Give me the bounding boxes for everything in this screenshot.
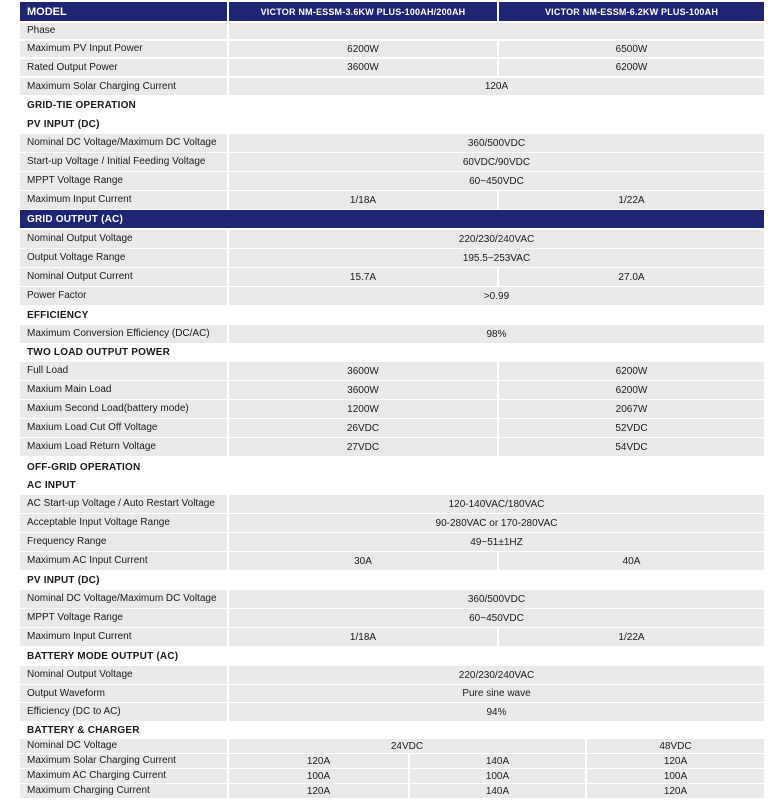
max-solar-charging-row — [20, 78, 764, 95]
row-label: Frequency Range — [20, 533, 227, 551]
output-voltage-range-row — [20, 249, 764, 267]
row-label: Maximum Solar Charging Current — [20, 78, 227, 95]
row-value: 140A — [410, 754, 585, 768]
row-value: 27.0A — [499, 268, 764, 286]
row-value: Pure sine wave — [229, 685, 764, 702]
max-solar-charging-row — [20, 754, 764, 768]
row-value: 27VDC — [229, 438, 497, 456]
row-label: Maximum Conversion Efficiency (DC/AC) — [20, 325, 227, 343]
row-value: 120A — [587, 784, 764, 798]
row-value: 3600W — [229, 381, 497, 399]
ac-startup-voltage-row — [20, 495, 764, 513]
row-value: 120-140VAC/180VAC — [229, 495, 764, 513]
battery-efficiency-row — [20, 703, 764, 721]
row-label: Nominal Output Voltage — [20, 666, 227, 684]
section-title: BATTERY & CHARGER — [20, 722, 764, 738]
output-waveform-row — [20, 685, 764, 702]
row-label: Acceptable Input Voltage Range — [20, 514, 227, 532]
max-main-load-row — [20, 381, 764, 399]
section-title: EFFICIENCY — [20, 306, 764, 324]
full-load-row — [20, 362, 764, 380]
max-input-current-row — [20, 628, 764, 646]
row-label: MPPT Voltage Range — [20, 609, 227, 627]
row-value: 49~51±1HZ — [229, 533, 764, 551]
mppt-range-row — [20, 172, 764, 190]
nominal-dc-voltage-row — [20, 739, 764, 753]
row-value: 54VDC — [499, 438, 764, 456]
row-value: 40A — [499, 552, 764, 570]
row-value: 98% — [229, 325, 764, 343]
row-value: 60~450VDC — [229, 609, 764, 627]
row-label: Nominal DC Voltage — [20, 739, 227, 753]
acceptable-input-range-row — [20, 514, 764, 532]
row-value: 48VDC — [587, 739, 764, 753]
row-value: 360/500VDC — [229, 590, 764, 608]
max-second-load-row — [20, 400, 764, 418]
row-value: 52VDC — [499, 419, 764, 437]
nominal-output-current-row — [20, 268, 764, 286]
row-value: 90-280VAC or 170-280VAC — [229, 514, 764, 532]
row-value: 3600W — [229, 362, 497, 380]
row-value: 3600W — [229, 59, 497, 76]
nominal-dc-voltage-row — [20, 590, 764, 608]
row-value: 220/230/240VAC — [229, 666, 764, 684]
row-label: Maximum Input Current — [20, 191, 227, 209]
row-value: 120A — [587, 754, 764, 768]
row-label: Maximum Charging Current — [20, 784, 227, 798]
row-label: Power Factor — [20, 287, 227, 305]
row-value: 30A — [229, 552, 497, 570]
row-label: Start-up Voltage / Initial Feeding Voltage — [20, 153, 227, 171]
load-cut-off-voltage-row — [20, 419, 764, 437]
row-value: 100A — [587, 769, 764, 783]
row-label: Output Voltage Range — [20, 249, 227, 267]
section-title: BATTERY MODE OUTPUT (AC) — [20, 647, 764, 665]
row-label: Phase — [20, 23, 227, 39]
row-value — [229, 23, 764, 39]
row-label: Maximum Input Current — [20, 628, 227, 646]
row-value: 6200W — [499, 381, 764, 399]
row-label: Nominal DC Voltage/Maximum DC Voltage — [20, 134, 227, 152]
max-charging-current-row — [20, 784, 764, 798]
max-input-current-row — [20, 191, 764, 209]
max-conversion-efficiency-row — [20, 325, 764, 343]
section-title: TWO LOAD OUTPUT POWER — [20, 344, 764, 361]
frequency-range-row — [20, 533, 764, 551]
row-value: 94% — [229, 703, 764, 721]
row-label: Nominal Output Current — [20, 268, 227, 286]
row-label: Full Load — [20, 362, 227, 380]
row-label: Nominal DC Voltage/Maximum DC Voltage — [20, 590, 227, 608]
section-title: OFF-GRID OPERATION — [20, 458, 764, 476]
row-value: 15.7A — [229, 268, 497, 286]
section-title: GRID OUTPUT (AC) — [20, 210, 764, 228]
row-label: MPPT Voltage Range — [20, 172, 227, 190]
row-value: 195.5~253VAC — [229, 249, 764, 267]
section-title: GRID-TIE OPERATION — [20, 96, 764, 114]
row-label: Efficiency (DC to AC) — [20, 703, 227, 721]
row-value: 360/500VDC — [229, 134, 764, 152]
row-value: 60VDC/90VDC — [229, 153, 764, 171]
table-header — [20, 2, 764, 21]
max-ac-input-current-row — [20, 552, 764, 570]
phase-row — [20, 23, 764, 39]
row-value: 120A — [229, 78, 764, 95]
row-value: 1/18A — [229, 628, 497, 646]
row-value: 100A — [410, 769, 585, 783]
max-pv-input-row — [20, 41, 764, 57]
row-label: Maximum Solar Charging Current — [20, 754, 227, 768]
row-value: 6200W — [499, 59, 764, 76]
row-value: 140A — [410, 784, 585, 798]
row-value: 2067W — [499, 400, 764, 418]
row-value: 100A — [229, 769, 408, 783]
row-value: 120A — [229, 784, 408, 798]
row-label: Rated Output Power — [20, 59, 227, 76]
row-value: 1/22A — [499, 628, 764, 646]
model-column-2: VICTOR NM-ESSM-6.2KW PLUS-100AH — [544, 6, 719, 17]
row-label: AC Start-up Voltage / Auto Restart Voltage — [20, 495, 227, 513]
rated-output-row — [20, 59, 764, 76]
row-value: 6200W — [499, 362, 764, 380]
max-ac-charging-row — [20, 769, 764, 783]
startup-voltage-row — [20, 153, 764, 171]
power-factor-row — [20, 287, 764, 305]
row-label: Maxium Load Cut Off Voltage — [20, 419, 227, 437]
row-label: Maxium Second Load(battery mode) — [20, 400, 227, 418]
nominal-output-voltage-row — [20, 666, 764, 684]
row-label: Maxium Main Load — [20, 381, 227, 399]
row-label: Maximum PV Input Power — [20, 41, 227, 57]
row-value: 220/230/240VAC — [229, 230, 764, 248]
row-value: >0.99 — [229, 287, 764, 305]
row-value: 60~450VDC — [229, 172, 764, 190]
row-label: Maximum AC Charging Current — [20, 769, 227, 783]
model-column-1: VICTOR NM-ESSM-3.6KW PLUS-100AH/200AH — [260, 6, 466, 17]
row-value: 120A — [229, 754, 408, 768]
section-title: PV INPUT (DC) — [20, 571, 764, 589]
row-label: Output Waveform — [20, 685, 227, 702]
row-value: 6500W — [499, 41, 764, 57]
row-value: 1200W — [229, 400, 497, 418]
section-title: PV INPUT (DC) — [20, 115, 764, 133]
row-value: 6200W — [229, 41, 497, 57]
mppt-range-row — [20, 609, 764, 627]
section-title: AC INPUT — [20, 477, 764, 494]
nominal-output-voltage-row — [20, 230, 764, 248]
row-value: 26VDC — [229, 419, 497, 437]
load-return-voltage-row — [20, 438, 764, 456]
nominal-dc-voltage-row — [20, 134, 764, 152]
row-value: 1/22A — [499, 191, 764, 209]
row-value: 24VDC — [229, 739, 585, 753]
model-heading: MODEL — [27, 5, 67, 18]
row-label: Maximum AC Input Current — [20, 552, 227, 570]
row-value: 1/18A — [229, 191, 497, 209]
row-label: Maxium Load Return Voltage — [20, 438, 227, 456]
row-label: Nominal Output Voltage — [20, 230, 227, 248]
